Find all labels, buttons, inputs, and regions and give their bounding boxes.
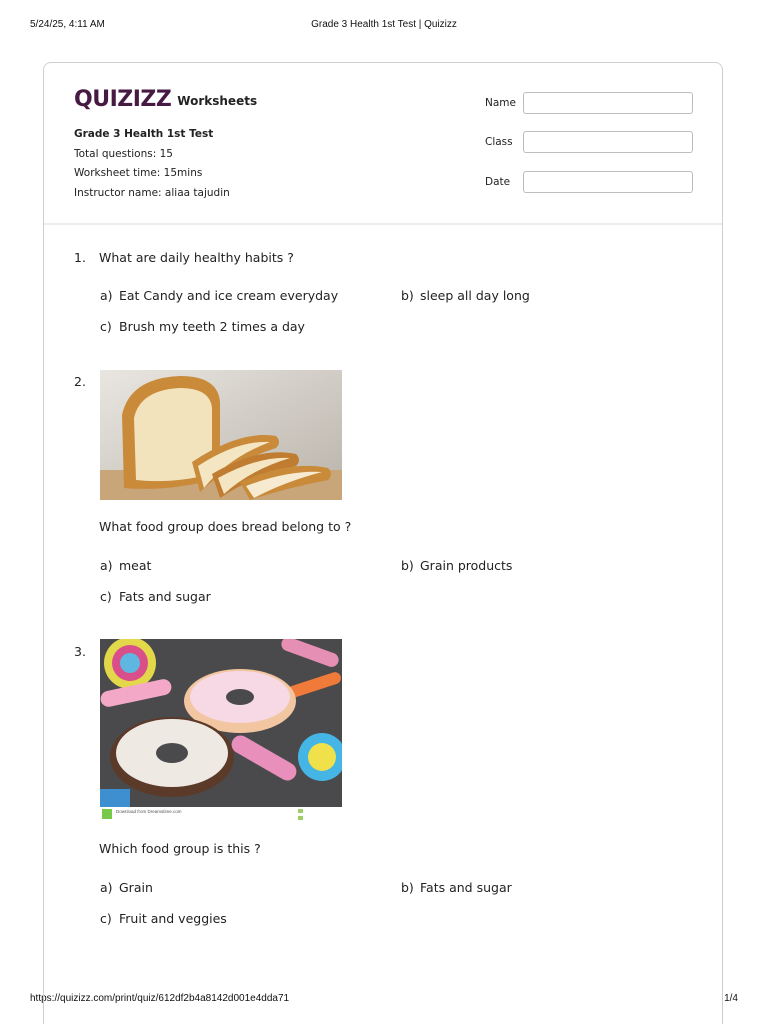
worksheet-title: Grade 3 Health 1st Test <box>74 128 214 140</box>
option-text: meat <box>119 558 152 573</box>
question-text: What food group does bread belong to ? <box>99 519 352 534</box>
question-number: 1. <box>74 250 86 265</box>
quizizz-logo <box>74 85 257 113</box>
option-text: sleep all day long <box>420 288 530 303</box>
instructor-name: Instructor name: aliaa tajudin <box>74 186 230 199</box>
option-c[interactable] <box>100 911 227 926</box>
name-field[interactable] <box>523 92 693 114</box>
total-questions: Total questions: 15 <box>74 147 173 160</box>
question-text: What are daily healthy habits ? <box>99 250 294 265</box>
print-datetime: 5/24/25, 4:11 AM <box>30 19 105 30</box>
option-b[interactable] <box>401 288 530 303</box>
logo-wordmark: QUIZIZZ <box>74 86 172 112</box>
option-text: Fruit and veggies <box>119 911 227 926</box>
option-a[interactable] <box>100 880 153 895</box>
option-letter: c) <box>100 911 112 926</box>
print-page-title: Grade 3 Health 1st Test | Quizizz <box>311 19 457 30</box>
print-page-number: 1/4 <box>724 993 738 1004</box>
question-number: 2. <box>74 374 86 389</box>
name-label: Name <box>485 97 516 109</box>
option-letter: a) <box>100 558 113 573</box>
option-text: Grain <box>119 880 153 895</box>
watermark-text: Download from Dreamstime.com <box>116 809 182 814</box>
question-text: Which food group is this ? <box>99 841 261 856</box>
option-b[interactable] <box>401 880 512 895</box>
option-text: Eat Candy and ice cream everyday <box>119 288 339 303</box>
worksheet-time: Worksheet time: 15mins <box>74 167 203 179</box>
option-letter: b) <box>401 288 414 303</box>
donuts-candy-image <box>100 639 342 823</box>
option-letter: a) <box>100 880 113 895</box>
option-text: Grain products <box>420 558 513 573</box>
option-letter: c) <box>100 319 112 334</box>
bread-image <box>100 370 342 500</box>
option-letter: a) <box>100 288 113 303</box>
date-label: Date <box>485 176 511 188</box>
option-a[interactable] <box>100 288 338 303</box>
option-c[interactable] <box>100 319 305 334</box>
option-c[interactable] <box>100 589 211 604</box>
bread-photo <box>100 370 342 500</box>
worksheet-header <box>44 63 722 225</box>
class-field[interactable] <box>523 131 693 153</box>
option-letter: c) <box>100 589 112 604</box>
donuts-and-candy-photo <box>100 639 342 823</box>
date-field[interactable] <box>523 171 693 193</box>
option-b[interactable] <box>401 558 512 573</box>
option-text: Fats and sugar <box>119 589 211 604</box>
print-url[interactable]: https://quizizz.com/print/quiz/612df2b4a8142d001e4dda71 <box>30 993 290 1004</box>
option-text: Fats and sugar <box>420 880 512 895</box>
option-text: Brush my teeth 2 times a day <box>119 319 305 334</box>
question-number: 3. <box>74 644 86 659</box>
print-header <box>30 19 738 33</box>
option-letter: b) <box>401 880 414 895</box>
option-letter: b) <box>401 558 414 573</box>
worksheet-card <box>43 62 723 1024</box>
worksheet-meta <box>74 125 230 203</box>
class-label: Class <box>485 136 513 148</box>
option-a[interactable] <box>100 558 151 573</box>
logo-product-label: Worksheets <box>177 93 258 108</box>
